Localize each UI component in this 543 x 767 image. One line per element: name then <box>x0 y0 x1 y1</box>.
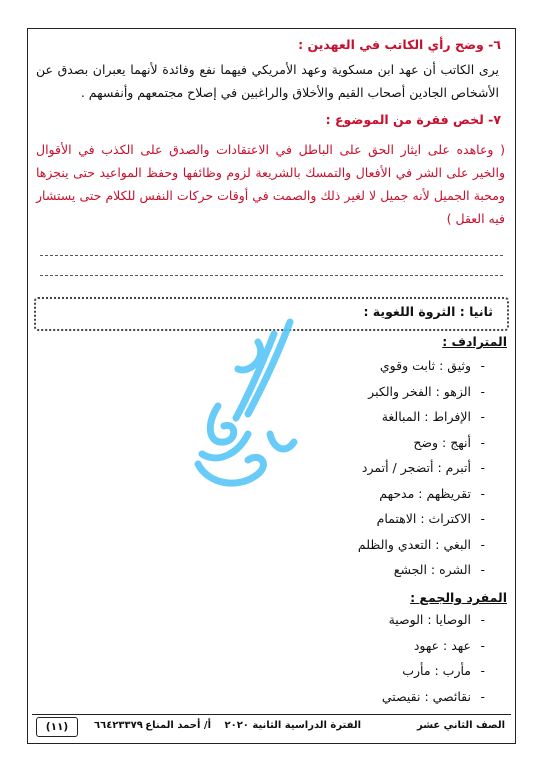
question-7-title: ٧- لخص فقرة من الموضوع : <box>325 112 501 127</box>
bullet-dash: - <box>480 358 485 373</box>
list-item-text: الشره : الجشع <box>393 562 471 577</box>
bullet-dash: - <box>480 434 485 450</box>
footer-teacher: أ/ أحمد المناع <box>145 720 211 731</box>
answer-line-2 <box>40 275 503 276</box>
question-6-answer: يرى الكاتب أن عهد ابن مسكوية وعهد الأمريكي فيهما نفع وفائدة لأنهما يعبران بصدق عن الأشخاص الجادين أصحاب القيم والأخلاق والراغبين في إصلاح مجتمعهم وأنفسهم . <box>36 62 499 100</box>
list-item <box>358 532 485 558</box>
page-number: (١١) <box>36 717 78 737</box>
list-item <box>382 658 485 684</box>
list-item <box>382 684 485 710</box>
bullet-dash: - <box>480 688 485 704</box>
bullet-dash: - <box>480 663 485 678</box>
bullet-dash: - <box>480 485 485 501</box>
bullet-dash: - <box>480 612 485 627</box>
list-item <box>358 455 485 481</box>
list-item-text: الاكتراث : الاهتمام <box>376 511 471 526</box>
list-item-text: الإفراط : المبالغة <box>381 409 471 424</box>
list-item <box>358 557 485 583</box>
list-item <box>382 607 485 633</box>
singular-plural-list <box>382 607 485 709</box>
bullet-dash: - <box>480 460 485 475</box>
list-item-text: أنهج : وضح <box>413 434 471 450</box>
footer-phone: ٦٦٤٢٣٣٧٩ <box>94 720 143 731</box>
list-item-text: الزهو : الفخر والكبر <box>368 383 471 399</box>
worksheet-page <box>27 28 516 744</box>
bullet-dash: - <box>480 536 485 552</box>
list-item-text: وثيق : ثابت وقوي <box>379 358 471 373</box>
bullet-dash: - <box>480 637 485 653</box>
bullet-dash: - <box>480 383 485 399</box>
section-2-banner <box>34 297 509 331</box>
list-item-text: تقريظهم : مدحهم <box>379 485 471 501</box>
bullet-dash: - <box>480 409 485 424</box>
synonyms-list <box>358 353 485 583</box>
synonyms-heading: المترادف : <box>442 334 507 349</box>
list-item <box>358 379 485 405</box>
bullet-dash: - <box>480 511 485 526</box>
list-item <box>358 506 485 532</box>
singular-plural-heading: المفرد والجمع : <box>410 590 507 605</box>
question-7-answer: ( وعاهده على ايثار الحق على الباطل في الاعتقادات والصدق على الكذب في الأقوال والخير على الشر في الأفعال والتمسك بالشريعة لزوم وظائفها وحفظ المواعيد حتى ينجزها ومحبة الجميل لأنه جميل لا لغير ذلك والصمت في أوقات حركات النفس للكلام حتى يستشار فيه العقل ) <box>36 142 505 226</box>
footer-term: الفترة الدراسية الثانية ٢٠٢٠ <box>224 720 361 731</box>
list-item-text: البغي : التعدي والظلم <box>357 536 471 552</box>
signature-watermark <box>178 314 308 504</box>
bullet-dash: - <box>480 562 485 577</box>
answer-line-1 <box>40 255 503 256</box>
section-2-title: ثانيا : الثروة اللغوية : <box>363 304 493 319</box>
question-6-title: ٦- وضح رأي الكاتب في العهدين : <box>298 37 501 52</box>
list-item <box>358 404 485 430</box>
list-item-text: نقائصي : نقيصتي <box>381 688 471 704</box>
list-item-text: الوصايا : الوصية <box>388 612 471 627</box>
list-item <box>382 633 485 659</box>
list-item <box>358 430 485 456</box>
list-item <box>358 353 485 379</box>
list-item-text: أتبرم : أتضجر / أتمرد <box>361 460 471 475</box>
list-item <box>358 481 485 507</box>
list-item-text: مأرب : مأرب <box>402 663 471 678</box>
page-footer <box>32 714 511 739</box>
footer-grade: الصف الثاني عشر <box>416 720 505 731</box>
list-item-text: عهد : عهود <box>413 637 471 653</box>
